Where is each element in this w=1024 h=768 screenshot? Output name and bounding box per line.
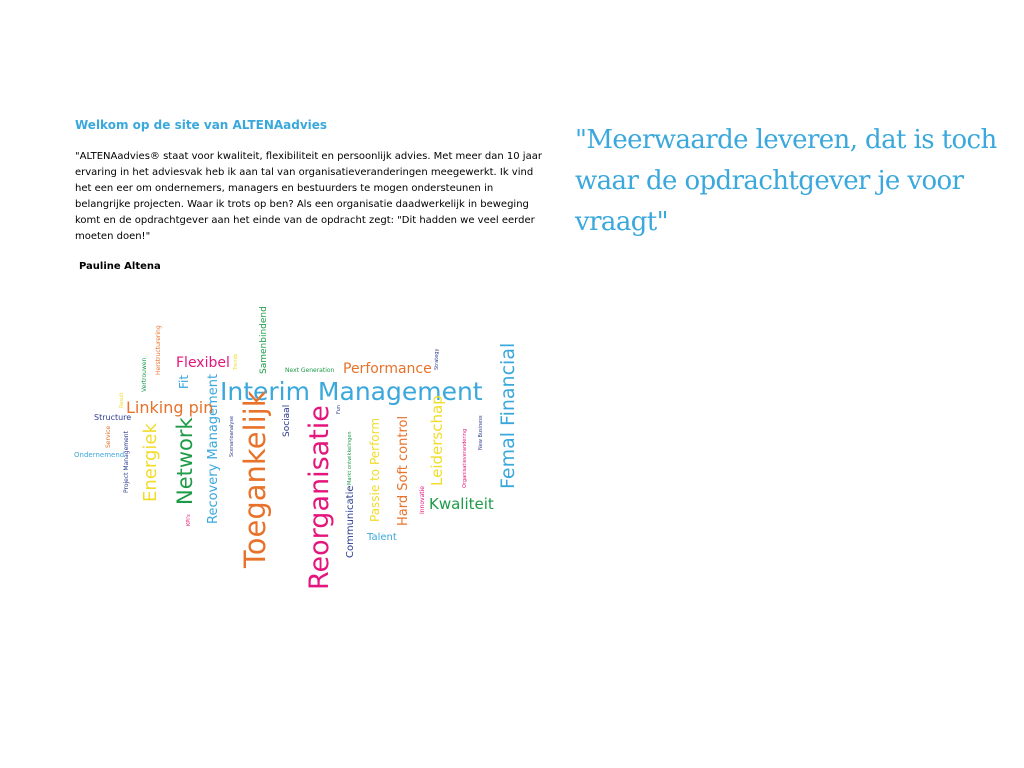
word-passie-to-perform: Passie to Perform — [368, 417, 382, 522]
word-trends: Trends — [233, 353, 239, 370]
word-toegankelijk: Toegankelijk — [238, 390, 272, 568]
word-markt-ontwikkelingen: Markt ontwikkelingen — [347, 431, 353, 485]
word-recovery-management: Recovery Management — [206, 373, 221, 524]
word-samenbindend: Samenbindend — [259, 306, 269, 374]
word-sociaal: Sociaal — [282, 404, 292, 437]
word-linking-pin: Linking pin — [126, 398, 214, 417]
word-communicatie: Communicatie — [345, 485, 356, 558]
word-hard-soft-control: Hard Soft control — [396, 415, 411, 526]
word-structure: Structure — [94, 413, 132, 422]
word-leiderschap: Leiderschap — [428, 395, 446, 486]
word-reorganisatie: Reorganisatie — [304, 405, 335, 590]
word-fit: Fit — [177, 374, 191, 389]
word-scenarioanalyse: Scenarioanalyse — [229, 415, 235, 457]
word-performance: Performance — [343, 361, 432, 377]
word-talent: Talent — [367, 532, 397, 543]
word-cloud-words — [74, 306, 519, 590]
word-result: Result — [119, 392, 125, 408]
word-kwaliteit: Kwaliteit — [429, 495, 494, 513]
intro-text: "ALTENAadvies® staat voor kwaliteit, flexibiliteit en persoonlijk advies. Met meer dan 10 jaar ervaring in het adviesvak heb ik aan tal van organisatieveranderingen meegewerkt. Ik vind het een eer om ondernemers, managers en bestuurders te mogen ondersteunen in belangrijke projecten. Waar ik trots op ben? Als een organisatie daadwerkelijk in beweging komt en de opdrachtgever aan het einde van de opdracht zegt: "Dit hadden we veel eerder moeten doen!" — [75, 151, 542, 242]
word-vertrouwen: Vertrouwen — [141, 357, 148, 392]
word-new-business: New Business — [478, 415, 484, 450]
word-ondernemend: Ondernemend — [74, 451, 125, 459]
word-project-management: Project Management — [123, 431, 130, 493]
word-herstructurering: Herstructurering — [155, 325, 162, 375]
word-kpis: KPI's — [186, 514, 192, 526]
word-energiek: Energiek — [140, 423, 161, 502]
word-fun: Fun — [336, 405, 342, 414]
welcome-title: Welkom op de site van ALTENAadvies — [75, 118, 328, 132]
word-cloud — [70, 300, 540, 600]
word-next-generation: Next Generation — [285, 367, 335, 374]
word-innovatie: Innovatie — [419, 486, 426, 514]
word-network: Network — [173, 417, 197, 505]
word-interim-management: Interim Management — [220, 377, 483, 406]
word-organisatieverandering: Organisatieverandering — [462, 428, 468, 488]
word-femal-financial: Femal Financial — [497, 342, 519, 489]
quote-text: "Meerwaarde leveren, dat is toch waar de opdrachtgever je voor vraagt" — [575, 125, 997, 237]
word-flexibel: Flexibel — [176, 355, 230, 371]
word-strategy: Strategy — [434, 348, 440, 370]
signature: Pauline Altena — [79, 261, 161, 272]
word-service: Service — [105, 425, 112, 448]
